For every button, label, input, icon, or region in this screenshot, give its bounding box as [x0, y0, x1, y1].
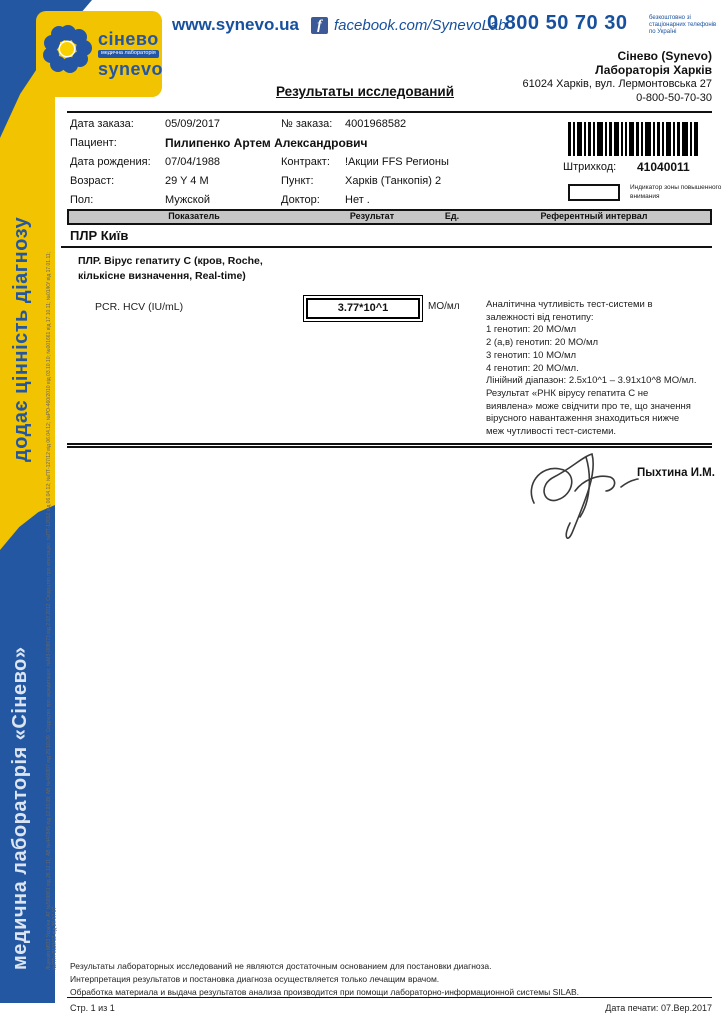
contract-label: Контракт: — [281, 156, 330, 168]
test-name-line1: ПЛР. Вірус гепатиту C (кров, Roche, — [78, 255, 263, 267]
result-value-box: 3.77*10^1 — [306, 298, 420, 319]
footer-divider — [67, 997, 712, 998]
comment-line: Аналітична чутливість тест-системи в — [486, 299, 653, 310]
laboratory-branch: Лабораторія Харків — [595, 63, 712, 77]
sidebar-slogan: додає цінність діагнозу — [10, 216, 32, 462]
comment-line: 2 (а,в) генотип: 20 МО/мл — [486, 337, 599, 349]
laboratory-address-block — [523, 49, 712, 105]
logo-wordmark — [98, 30, 163, 79]
barcode-value: 41040011 — [637, 160, 690, 174]
col-parameter: Показатель — [168, 210, 220, 221]
sidebar-license-text: Ліцензія МОЗ України: АГ №569861 від 26.12.11; АВ №447845 від 12.03.09; АВ №460307 від 29.10.09. Свідоцтво про акредитацію: №МЗ-008673 від 2.03.2012. Свідоцтво про атестацію: №ПТ-12012 від 06.04.12; №ПТ-127/12 від 06.04.12; №РО-460/2010 від 03.10.10; №001661 від 17.10.11; №01/КУ від 17.01.11; №ПТн-0110/12 від 20.07.17 — [46, 251, 58, 970]
flower-icon — [42, 20, 94, 89]
patient-label: Пациент: — [70, 137, 117, 149]
page-number: Стр. 1 из 1 — [70, 1003, 115, 1013]
barcode-label: Штрихкод: — [563, 161, 617, 173]
contract-value: !Акции FFS Регионы — [345, 156, 449, 168]
attention-indicator-note: Индикатор зоны повышенного внимания — [630, 184, 722, 200]
facebook-icon: f — [311, 17, 328, 34]
comment-line: 3 генотип: 10 МО/мл — [486, 349, 577, 361]
doctor-value: Нет . — [345, 194, 370, 206]
laboratory-name: Сінево (Synevo) — [617, 49, 712, 63]
col-reference: Референтный интервал — [540, 210, 648, 221]
sidebar-lab-name: медична лабораторія «Сінево» — [9, 646, 31, 970]
patient-name: Пилипенко Артем Александрович — [165, 136, 368, 150]
logo-text-cyr: сінево — [98, 28, 159, 49]
synevo-logo — [36, 11, 162, 97]
comment-line: 4 генотип: 20 МО/мл. — [486, 362, 579, 374]
comment-line: виявлена» може свідчити про те, що значення — [486, 400, 691, 412]
sex-label: Пол: — [70, 194, 94, 206]
laboratory-phone: 0-800-50-70-30 — [636, 92, 712, 104]
laboratory-street: 61024 Харків, вул. Лермонтовська 27 — [522, 78, 712, 90]
attention-indicator-box — [568, 184, 620, 201]
order-number-value: 4001968582 — [345, 118, 407, 130]
document-title: Результаты исследований — [276, 84, 454, 99]
disclaimer-line: Интерпретация результатов и постановка диагноза осуществляется только лечащим врачом. — [70, 974, 440, 984]
punkt-label: Пункт: — [281, 175, 314, 187]
header-divider — [67, 111, 712, 113]
age-label: Возраст: — [70, 175, 115, 187]
hotline-note: безкоштовно зі стаціонарних телефонів по Україні — [649, 15, 717, 35]
order-number-label: № заказа: — [281, 118, 333, 130]
hotline-phone: 0 800 50 70 30 — [487, 12, 628, 34]
facebook-link[interactable]: facebook.com/SynevoLab — [334, 17, 507, 34]
reference-comment — [486, 299, 718, 439]
logo-text-strip: медична лабораторія — [98, 50, 159, 59]
sex-value: Мужской — [165, 194, 210, 206]
section-divider — [61, 246, 712, 248]
print-date: Дата печати: 07.Вер.2017 — [605, 1003, 712, 1013]
punkt-value: Харків (Танкопія) 2 — [345, 175, 442, 187]
birthdate-value: 07/04/1988 — [165, 156, 221, 168]
result-unit: МО/мл — [428, 301, 460, 312]
doctor-label: Доктор: — [281, 194, 320, 206]
website-link[interactable]: www.synevo.ua — [172, 15, 299, 34]
comment-line: Лінійний діапазон: 2.5x10^1 – 3.91x10^8 МО/мл. — [486, 375, 697, 387]
comment-line: вірусного навантаження знаходиться нижче — [486, 413, 680, 425]
disclaimer-line: Обработка материала и выдача результатов анализа производится при помощи лабораторно-информационной системы SILAB. — [70, 987, 580, 997]
barcode-image — [568, 122, 700, 161]
col-unit: Ед. — [444, 210, 460, 221]
section-title: ПЛР Київ — [70, 228, 129, 243]
order-date-value: 05/09/2017 — [165, 118, 221, 130]
logo-text-lat: synevo — [98, 59, 164, 80]
col-result: Результат — [349, 210, 395, 221]
signature-image — [520, 447, 642, 548]
order-date-label: Дата заказа: — [70, 118, 134, 130]
comment-line: 1 генотип: 20 МО/мл — [486, 324, 577, 336]
age-value: 29 Y 4 M — [165, 175, 209, 187]
test-name — [78, 254, 263, 284]
comment-line: залежності від генотипу: — [486, 311, 594, 323]
disclaimer-line: Результаты лабораторных исследований не являются достаточным основанием для постановки диагноза. — [70, 961, 492, 971]
parameter-name: PCR. HCV (IU/mL) — [95, 301, 184, 313]
test-name-line2: кількісне визначення, Real-time) — [78, 270, 246, 282]
doctor-signature-name: Пыхтина И.М. — [637, 467, 715, 479]
birthdate-label: Дата рождения: — [70, 156, 151, 168]
comment-line: Результат «РНК вірусу гепатита С не — [486, 387, 649, 399]
comment-line: меж чутливості тест-системи. — [486, 426, 617, 438]
